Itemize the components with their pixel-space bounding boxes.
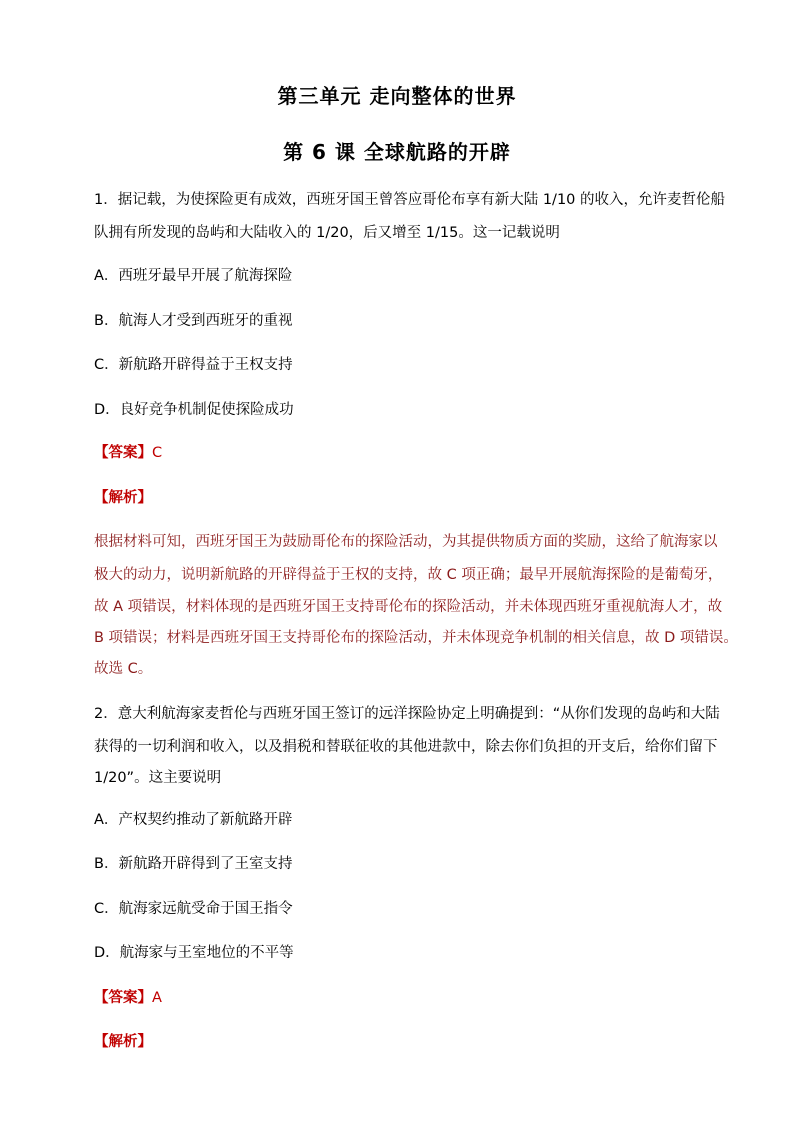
lesson-title: 第 6 课 全球航路的开辟 [283,140,511,164]
q2-answer [94,986,162,1007]
q2-option-c: C．航海家远航受命于国王指令 [94,901,293,917]
q1-analysis-line-4: B 项错误；材料是西班牙国王支持哥伦布的探险活动，并未体现竞争机制的相关信息，故 D 项错误。 [94,630,738,646]
q1-answer-label: 【答案】 [94,445,152,461]
q1-stem-line-2: 队拥有所发现的岛屿和大陆收入的 1/20，后又增至 1/15。这一记载说明 [94,225,560,241]
q1-option-b: B．航海人才受到西班牙的重视 [94,313,293,329]
q2-stem-line-3: 1/20”。这主要说明 [94,770,222,786]
q1-stem-line-1: 1．据记载，为使探险更有成效，西班牙国王曾答应哥伦布享有新大陆 1/10 的收入，允许麦哲伦船 [94,192,726,208]
q2-stem-line-2: 获得的一切利润和收入，以及捐税和替联征收的其他进款中，除去你们负担的开支后，给你们留下 [94,739,718,755]
q1-option-a: A．西班牙最早开展了航海探险 [94,268,293,284]
q2-answer-value: A [152,990,162,1006]
q1-analysis-line-2: 极大的动力，说明新航路的开辟得益于王权的支持，故 C 项正确；最早开展航海探险的是葡萄牙， [94,567,723,583]
q1-analysis-label: 【解析】 [94,490,152,506]
q2-analysis-label: 【解析】 [94,1034,152,1050]
q2-option-a: A．产权契约推动了新航路开辟 [94,812,293,828]
q1-option-d: D．良好竞争机制促使探险成功 [94,402,294,418]
q2-stem-line-1: 2．意大利航海家麦哲伦与西班牙国王签订的远洋探险协定上明确提到：“从你们发现的岛屿和大陆 [94,706,720,722]
q1-answer-value: C [152,445,163,461]
unit-title: 第三单元 走向整体的世界 [277,84,517,108]
q1-analysis-line-1: 根据材料可知，西班牙国王为鼓励哥伦布的探险活动，为其提供物质方面的奖励，这给了航海家以 [94,534,718,550]
q2-option-b: B．新航路开辟得到了王室支持 [94,856,293,872]
q1-answer [94,441,162,462]
q2-answer-label: 【答案】 [94,990,152,1006]
q1-analysis-line-5: 故选 C。 [94,661,153,677]
q2-option-d: D．航海家与王室地位的不平等 [94,945,294,961]
q1-analysis-line-3: 故 A 项错误，材料体现的是西班牙国王支持哥伦布的探险活动，并未体现西班牙重视航海人才，故 [94,599,723,615]
q1-option-c: C．新航路开辟得益于王权支持 [94,357,293,373]
